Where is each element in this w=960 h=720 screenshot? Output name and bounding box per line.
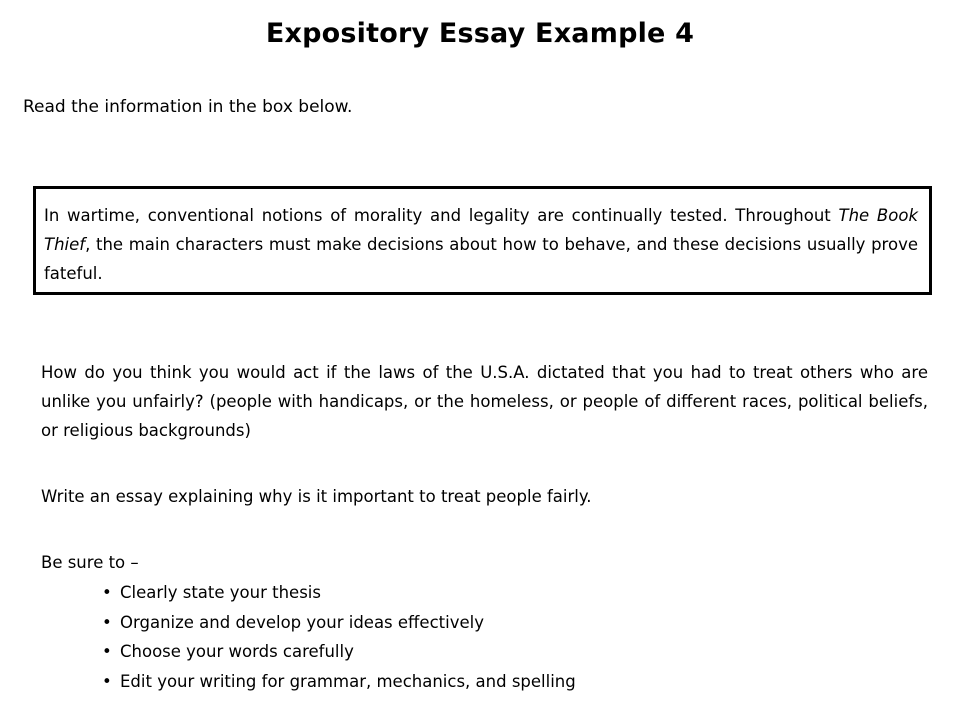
checklist-item (41, 669, 576, 699)
checklist-heading: Be sure to – (41, 553, 139, 572)
checklist-item (41, 580, 576, 610)
essay-prompt: Write an essay explaining why is it important to treat people fairly. (41, 487, 592, 506)
bullet-icon: • (102, 671, 112, 691)
checklist-item-text: Organize and develop your ideas effectively (120, 612, 484, 632)
bullet-icon: • (102, 612, 112, 632)
bullet-icon: • (102, 642, 112, 661)
information-text-part1: In wartime, conventional notions of morality and legality are continually tested. Throughout (44, 206, 839, 225)
checklist-item-text: Edit your writing for grammar, mechanics, and spelling (120, 671, 576, 691)
checklist-item-text: Clearly state your thesis (120, 583, 321, 602)
information-text (44, 201, 918, 288)
checklist-item-text: Choose your words carefully (120, 642, 354, 661)
checklist-item (41, 610, 576, 640)
intro-instruction: Read the information in the box below. (23, 97, 353, 117)
book-title: The Book Thief (44, 206, 918, 254)
checklist-item (41, 639, 576, 669)
essay-question: How do you think you would act if the laws of the U.S.A. dictated that you had to treat others who are unlike you unfairly? (people with handicaps, or the homeless, or people of different races, political beliefs, or religious backgrounds) (41, 363, 928, 440)
page-title: Expository Essay Example 4 (265, 18, 695, 49)
checklist (41, 580, 576, 698)
bullet-icon: • (102, 583, 112, 602)
information-text-part2: , the main characters must make decisions about how to behave, and these decisions usually prove fateful. (44, 235, 918, 283)
information-box (33, 186, 932, 295)
